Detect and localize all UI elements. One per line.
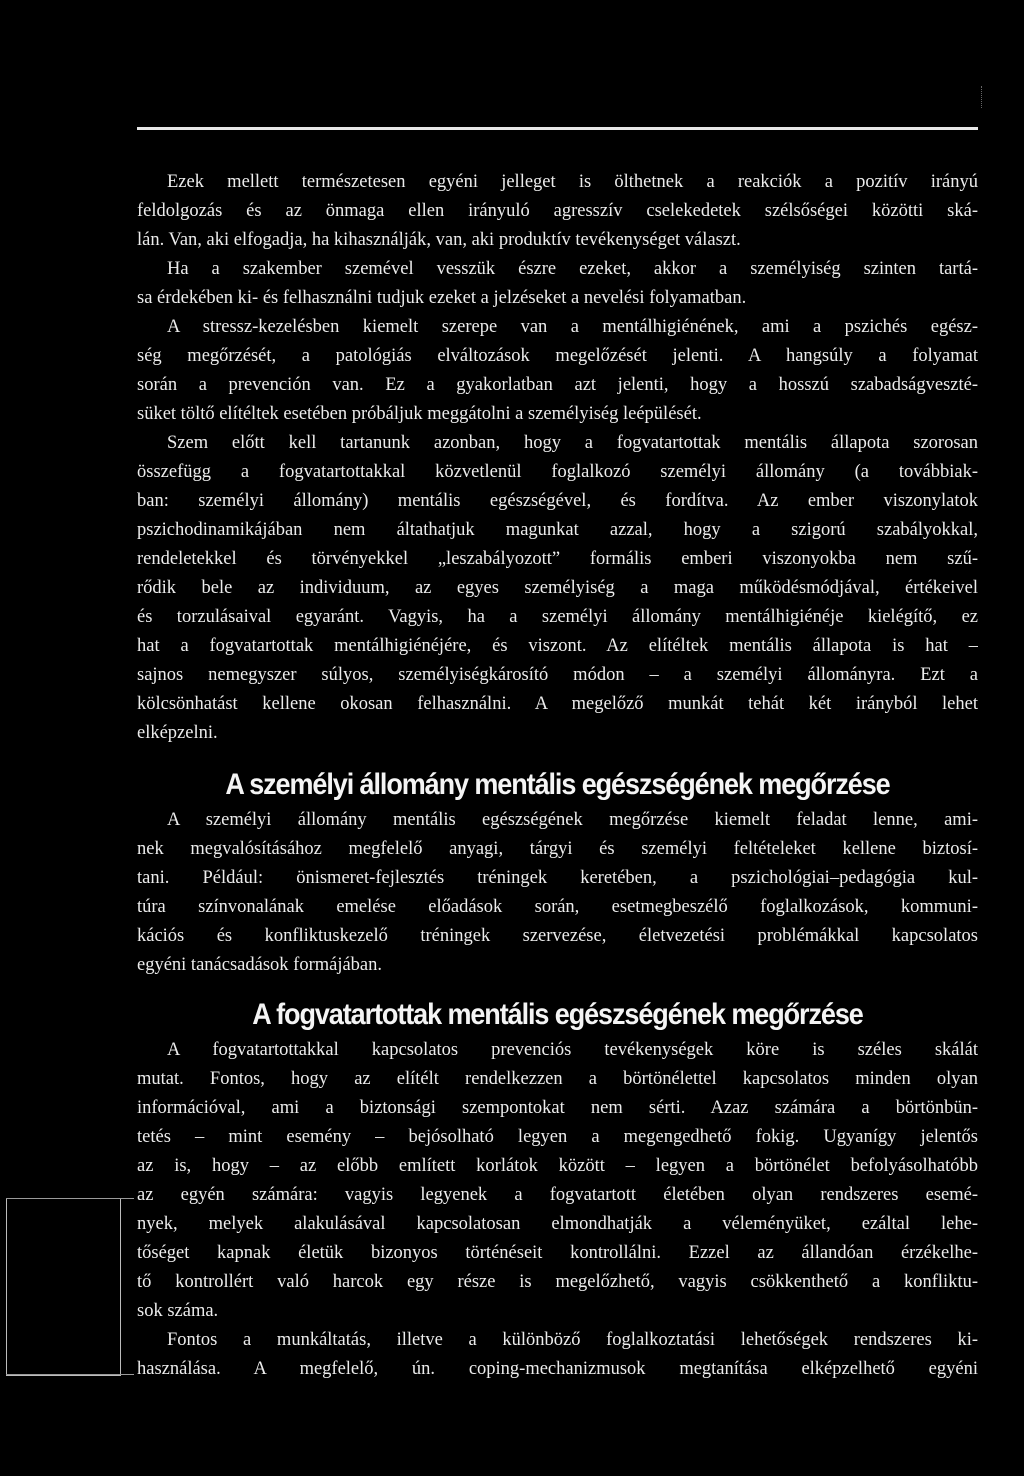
text-line: kációs és konfliktuskezelő tréningek szervezése, életvezetési problémákkal kapcsolatos [137, 926, 978, 946]
text-line: Ezek mellett természetesen egyéni jelleget is ölthetnek a reakciók a pozitív irányú [167, 172, 978, 192]
body-text-staff [137, 806, 978, 980]
section-heading-staff: A személyi állomány mentális egészségének megőrzése [225, 768, 890, 801]
text-line: összefügg a fogvatartottakkal közvetlenül foglalkozó személyi állomány (a továbbiak- [137, 462, 978, 482]
body-text-intro [137, 168, 978, 748]
text-line: A fogvatartottakkal kapcsolatos prevenciós tevékenységek köre is széles skálát [167, 1040, 978, 1060]
text-line: Ha a szakember szemével vesszük észre ezeket, akkor a személyiség szinten tartá- [167, 259, 978, 279]
text-line: tani. Például: önismeret-fejlesztés tréningek keretében, a pszichológiai–pedagógia kul- [137, 868, 978, 888]
margin-box [6, 1198, 121, 1376]
text-line: információval, ami a biztonsági szempontokat nem sérti. Azaz számára a börtönbün- [137, 1098, 978, 1118]
margin-rule-bottom [6, 1374, 134, 1375]
text-line: A stressz-kezelésben kiemelt szerepe van a mentálhigiénének, ami a pszichés egész- [167, 317, 978, 337]
text-line: Szem előtt kell tartanunk azonban, hogy a fogvatartottak mentális állapota szorosan [167, 433, 978, 453]
text-line: tetés – mint esemény – bejósolható legyen a megengedhető fokig. Ugyanígy jelentős [137, 1127, 978, 1147]
text-line: nek megvalósításához megfelelő anyagi, tárgyi és személyi feltételeket kellene biztosí- [137, 839, 978, 859]
text-line: lán. Van, aki elfogadja, ha kihasználják, van, aki produktív tevékenységet választ. [137, 230, 741, 250]
text-line: az is, hogy – az előbb említett korlátok között – legyen a börtönélet befolyásolhatóbb [137, 1156, 978, 1176]
text-line: során a prevención van. Ez a gyakorlatban azt jelenti, hogy a hosszú szabadságveszté- [137, 375, 978, 395]
text-line: sajnos nemegyszer súlyos, személyiségkárosító módon – a személyi állományra. Ezt a [137, 665, 978, 685]
text-line: kölcsönhatást kellene okosan felhasználni. A megelőző munkát tehát két irányból lehet [137, 694, 978, 714]
text-line: sa érdekében ki- és felhasználni tudjuk ezeket a jelzéseket a nevelési folyamatban. [137, 288, 747, 308]
edge-mark [981, 86, 983, 108]
text-line: az egyén számára: vagyis legyenek a fogvatartott életében olyan rendszeres esemé- [137, 1185, 978, 1205]
header-rule [137, 127, 978, 130]
text-line: Fontos a munkáltatás, illetve a különböző foglalkoztatási lehetőségek rendszeres ki- [167, 1330, 978, 1350]
text-line: pszichodinamikájában nem áltathatjuk magunkat azzal, hogy a szigorú szabályokkal, [137, 520, 978, 540]
text-line: tőséget kapnak életük bizonyos történéseit kontrollálni. Ezzel az állandóan érzékelhe- [137, 1243, 978, 1263]
body-text-inmates [137, 1036, 978, 1384]
text-line: túra színvonalának emelése előadások során, esetmegbeszélő foglalkozások, kommuni- [137, 897, 978, 917]
text-line: süket töltő elítéltek esetében próbáljuk meggátolni a személyiség leépülését. [137, 404, 702, 424]
text-line: feldolgozás és az önmaga ellen irányuló agresszív cselekedetek szélsőségei közötti ská- [137, 201, 978, 221]
margin-rule-top [6, 1198, 134, 1199]
text-line: sok száma. [137, 1301, 219, 1321]
text-line: hat a fogvatartottak mentálhigiénéjére, és viszont. Az elítéltek mentális állapota is hat – [137, 636, 978, 656]
text-line: tő kontrollért való harcok egy része is megelőzhető, vagyis csökkenthető a konfliktu- [137, 1272, 978, 1292]
text-line: rendeletekkel és törvényekkel „leszabályozott” formális emberi viszonyokba nem szű- [137, 549, 978, 569]
text-line: nyek, melyek alakulásával kapcsolatosan elmondhatják a véleményüket, ezáltal lehe- [137, 1214, 978, 1234]
text-line: elképzelni. [137, 723, 218, 743]
text-line: mutat. Fontos, hogy az elítélt rendelkezzen a börtönélettel kapcsolatos minden olyan [137, 1069, 978, 1089]
text-line: A személyi állomány mentális egészségének megőrzése kiemelt feladat lenne, ami- [167, 810, 978, 830]
text-line: ban: személyi állomány) mentális egészségével, és fordítva. Az ember viszonylatok [137, 491, 978, 511]
text-line: és torzulásaival egyaránt. Vagyis, ha a személyi állomány mentálhigiénéje kielégítő, ez [137, 607, 978, 627]
text-line: rődik bele az individuum, az egyes személyiség a maga működésmódjával, értékeivel [137, 578, 978, 598]
text-line: használása. A megfelelő, ún. coping-mechanizmusok megtanítása elképzelhető egyéni [137, 1359, 978, 1379]
text-line: egyéni tanácsadások formájában. [137, 955, 383, 975]
section-heading-inmates: A fogvatartottak mentális egészségének megőrzése [252, 998, 863, 1031]
text-line: ség megőrzését, a patológiás elváltozások megelőzését jelenti. A hangsúly a folyamat [137, 346, 978, 366]
